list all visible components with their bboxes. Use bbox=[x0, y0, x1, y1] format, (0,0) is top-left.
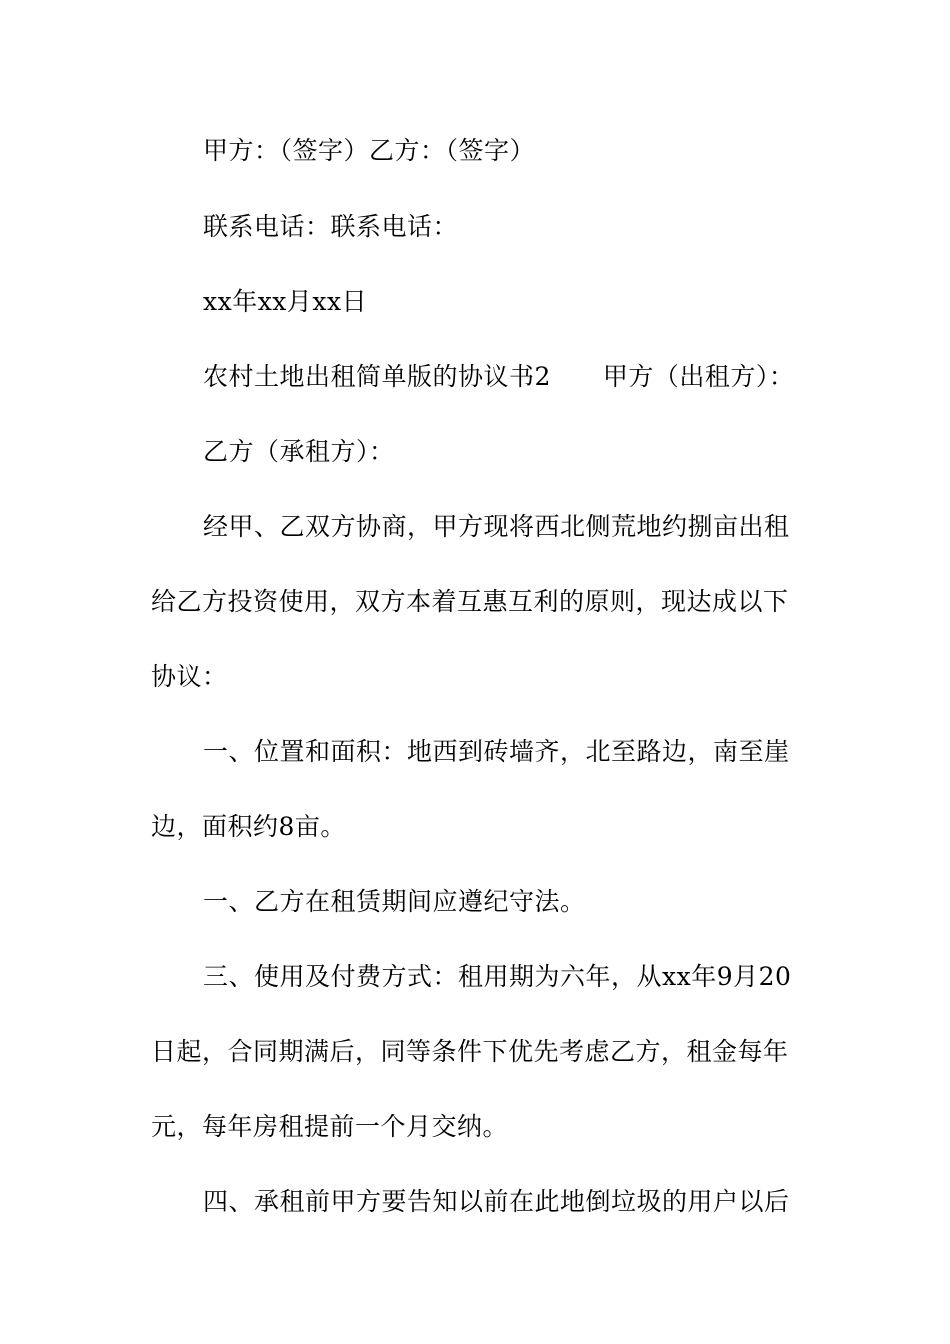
paragraph-intro-1: 经甲、乙双方协商，甲方现将西北侧荒地约捌亩出租 bbox=[203, 512, 790, 541]
clause-location-2: 边，面积约8亩。 bbox=[151, 812, 346, 841]
signature-line: 甲方：（签字）乙方：（签字） bbox=[203, 136, 536, 165]
clause-law: 一、乙方在租赁期间应遵纪守法。 bbox=[203, 887, 586, 916]
clause-payment-2: 日起，合同期满后，同等条件下优先考虑乙方，租金每年 bbox=[151, 1037, 789, 1066]
contact-phone-line: 联系电话：联系电话： bbox=[203, 212, 459, 241]
party-a-label: 甲方（出租方）： bbox=[602, 362, 795, 391]
agreement-title: 农村土地出租简单版的协议书2 bbox=[203, 362, 551, 391]
clause-payment-1: 三、使用及付费方式：租用期为六年，从xx年9月20 bbox=[203, 962, 792, 991]
date-line: xx年xx月xx日 bbox=[203, 287, 368, 316]
paragraph-intro-3: 协议： bbox=[151, 662, 228, 691]
clause-notice: 四、承租前甲方要告知以前在此地倒垃圾的用户以后 bbox=[203, 1187, 790, 1216]
party-b-label: 乙方（承租方）： bbox=[203, 437, 395, 466]
clause-location-1: 一、位置和面积：地西到砖墙齐，北至路边，南至崖 bbox=[203, 737, 790, 766]
agreement-title-line bbox=[203, 362, 794, 392]
clause-payment-3: 元，每年房租提前一个月交纳。 bbox=[151, 1112, 509, 1141]
paragraph-intro-2: 给乙方投资使用，双方本着互惠互利的原则，现达成以下 bbox=[151, 587, 789, 616]
